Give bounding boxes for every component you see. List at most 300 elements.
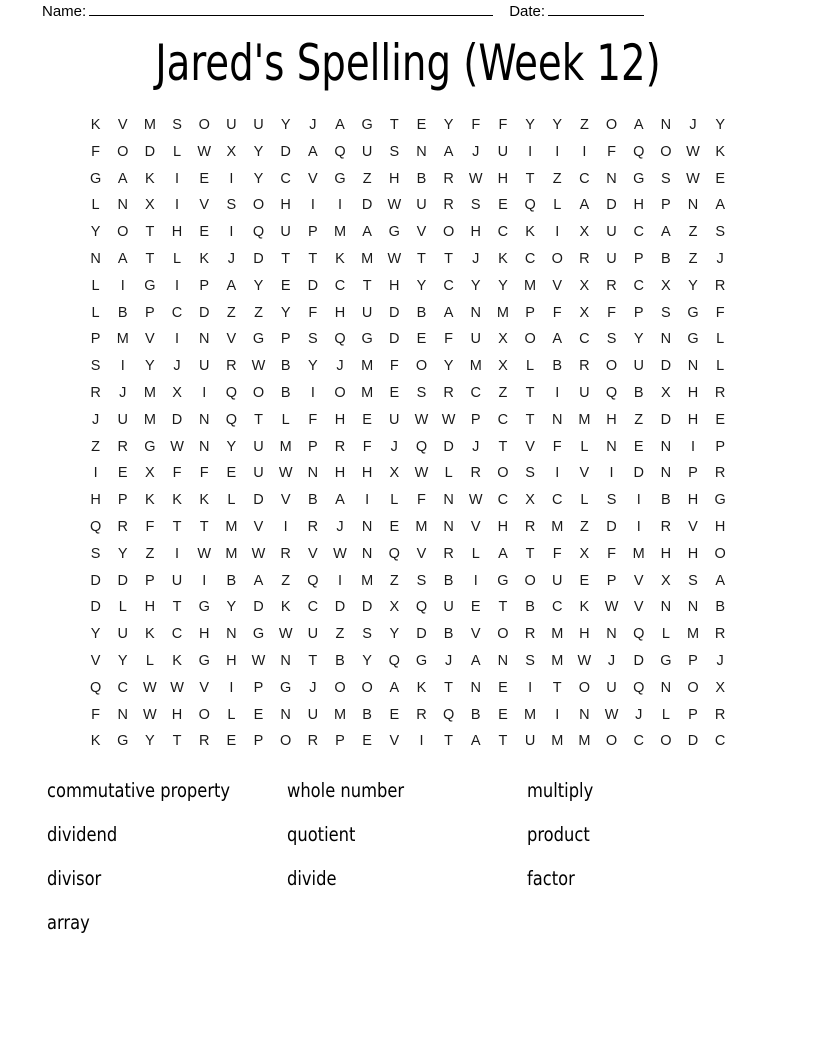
grid-cell[interactable]: G: [388, 224, 400, 241]
grid-cell[interactable]: N: [660, 331, 672, 348]
grid-cell[interactable]: O: [442, 224, 455, 241]
grid-cell[interactable]: O: [334, 679, 346, 696]
grid-cell[interactable]: F: [715, 304, 725, 321]
grid-cell[interactable]: K: [172, 492, 182, 509]
grid-cell[interactable]: P: [688, 465, 698, 482]
word-list-item[interactable]: dividend: [47, 823, 118, 846]
grid-cell[interactable]: C: [524, 250, 536, 267]
grid-cell[interactable]: W: [251, 358, 266, 375]
grid-cell[interactable]: X: [389, 465, 400, 482]
grid-cell[interactable]: N: [687, 197, 699, 214]
grid-cell[interactable]: L: [390, 492, 399, 509]
grid-cell[interactable]: D: [389, 331, 400, 348]
grid-cell[interactable]: X: [661, 384, 671, 401]
grid-cell[interactable]: P: [633, 250, 644, 267]
grid-cell[interactable]: V: [199, 679, 210, 696]
grid-cell[interactable]: G: [361, 117, 373, 133]
word-list-item[interactable]: commutative property: [47, 779, 231, 802]
grid-cell[interactable]: M: [524, 706, 537, 723]
grid-cell[interactable]: U: [389, 411, 400, 428]
grid-cell[interactable]: Z: [688, 250, 698, 267]
grid-cell[interactable]: R: [117, 438, 128, 455]
grid-cell[interactable]: C: [497, 411, 509, 428]
grid-cell[interactable]: E: [199, 170, 210, 187]
grid-cell[interactable]: U: [171, 572, 183, 589]
grid-cell[interactable]: M: [578, 411, 591, 428]
grid-cell[interactable]: C: [714, 733, 726, 750]
grid-cell[interactable]: P: [280, 331, 291, 348]
grid-cell[interactable]: A: [552, 331, 563, 348]
grid-cell[interactable]: H: [606, 411, 617, 428]
grid-cell[interactable]: Q: [388, 652, 400, 669]
grid-cell[interactable]: H: [226, 652, 237, 669]
grid-cell[interactable]: M: [279, 438, 292, 455]
grid-cell[interactable]: F: [199, 465, 209, 482]
grid-cell[interactable]: G: [144, 277, 156, 294]
grid-cell[interactable]: U: [606, 679, 617, 696]
grid-cell[interactable]: T: [172, 733, 182, 750]
grid-cell[interactable]: Q: [633, 143, 645, 160]
grid-cell[interactable]: I: [175, 170, 180, 187]
grid-cell[interactable]: Q: [633, 626, 645, 643]
grid-cell[interactable]: H: [389, 170, 400, 187]
grid-cell[interactable]: Y: [90, 626, 101, 643]
grid-cell[interactable]: O: [605, 733, 618, 750]
grid-cell[interactable]: R: [579, 358, 590, 375]
grid-cell[interactable]: D: [253, 250, 264, 267]
grid-cell[interactable]: E: [498, 679, 508, 696]
grid-cell[interactable]: S: [661, 304, 671, 321]
grid-cell[interactable]: B: [443, 626, 454, 643]
grid-cell[interactable]: E: [280, 277, 291, 294]
grid-cell[interactable]: X: [579, 545, 590, 562]
grid-cell[interactable]: L: [281, 411, 290, 428]
grid-cell[interactable]: O: [415, 358, 428, 375]
grid-cell[interactable]: Q: [524, 197, 536, 214]
grid-cell[interactable]: J: [472, 438, 480, 455]
grid-cell[interactable]: K: [525, 224, 535, 241]
grid-cell[interactable]: U: [416, 197, 427, 214]
grid-cell[interactable]: N: [687, 358, 699, 375]
grid-cell[interactable]: C: [307, 599, 319, 616]
grid-cell[interactable]: C: [579, 170, 590, 187]
grid-cell[interactable]: L: [173, 250, 182, 267]
grid-cell[interactable]: T: [417, 250, 426, 267]
grid-cell[interactable]: B: [661, 250, 671, 267]
grid-cell[interactable]: N: [90, 250, 101, 267]
grid-cell[interactable]: G: [714, 492, 726, 509]
grid-cell[interactable]: Q: [307, 572, 319, 589]
grid-cell[interactable]: W: [414, 411, 429, 428]
grid-cell[interactable]: J: [173, 358, 181, 375]
grid-cell[interactable]: Z: [335, 626, 345, 643]
grid-cell[interactable]: D: [117, 572, 128, 589]
grid-cell[interactable]: L: [716, 331, 725, 348]
grid-cell[interactable]: D: [633, 652, 644, 669]
grid-cell[interactable]: W: [577, 652, 592, 669]
grid-cell[interactable]: L: [580, 438, 589, 455]
grid-cell[interactable]: R: [579, 250, 590, 267]
grid-cell[interactable]: E: [498, 706, 508, 723]
grid-cell[interactable]: R: [226, 358, 237, 375]
grid-cell[interactable]: Z: [552, 170, 562, 187]
grid-cell[interactable]: Y: [552, 117, 563, 133]
grid-cell[interactable]: L: [553, 197, 562, 214]
grid-cell[interactable]: W: [143, 679, 157, 696]
grid-cell[interactable]: Q: [334, 331, 346, 348]
grid-cell[interactable]: Z: [254, 304, 263, 321]
grid-cell[interactable]: H: [497, 518, 509, 535]
grid-cell[interactable]: P: [661, 197, 671, 214]
grid-cell[interactable]: S: [661, 170, 671, 187]
grid-cell[interactable]: N: [660, 117, 672, 133]
grid-cell[interactable]: A: [335, 492, 345, 509]
grid-cell[interactable]: D: [171, 411, 183, 428]
grid-cell[interactable]: J: [716, 250, 724, 267]
grid-cell[interactable]: S: [525, 652, 535, 669]
grid-cell[interactable]: S: [416, 384, 427, 401]
grid-cell[interactable]: G: [280, 679, 292, 696]
grid-cell[interactable]: V: [389, 733, 400, 750]
grid-cell[interactable]: G: [117, 733, 129, 750]
grid-cell[interactable]: A: [443, 304, 454, 321]
grid-cell[interactable]: H: [714, 518, 726, 535]
grid-cell[interactable]: H: [687, 492, 699, 509]
grid-cell[interactable]: M: [686, 626, 700, 643]
grid-cell[interactable]: T: [389, 117, 399, 133]
grid-cell[interactable]: O: [361, 679, 373, 696]
grid-cell[interactable]: N: [198, 411, 210, 428]
word-search-grid[interactable]: [82, 112, 734, 755]
grid-cell[interactable]: O: [252, 197, 265, 214]
grid-cell[interactable]: C: [551, 599, 563, 616]
grid-cell[interactable]: E: [253, 706, 264, 723]
grid-cell[interactable]: T: [498, 599, 508, 616]
grid-cell[interactable]: R: [90, 384, 101, 401]
grid-cell[interactable]: G: [415, 652, 428, 669]
grid-cell[interactable]: R: [416, 706, 427, 723]
grid-cell[interactable]: Y: [145, 358, 155, 375]
grid-cell[interactable]: B: [362, 706, 372, 723]
grid-cell[interactable]: E: [416, 331, 427, 348]
grid-cell[interactable]: L: [91, 197, 100, 214]
grid-cell[interactable]: S: [470, 197, 481, 214]
grid-cell[interactable]: Q: [415, 599, 428, 616]
grid-cell[interactable]: X: [579, 277, 590, 294]
grid-cell[interactable]: K: [579, 599, 590, 616]
grid-cell[interactable]: F: [172, 465, 182, 482]
grid-cell[interactable]: U: [253, 117, 264, 133]
grid-cell[interactable]: Y: [688, 277, 698, 294]
grid-cell[interactable]: L: [716, 358, 725, 375]
grid-cell[interactable]: V: [145, 331, 155, 348]
grid-cell[interactable]: U: [361, 143, 373, 160]
grid-cell[interactable]: B: [280, 358, 291, 375]
grid-cell[interactable]: H: [334, 304, 346, 321]
grid-cell[interactable]: N: [117, 197, 128, 214]
grid-cell[interactable]: V: [688, 518, 698, 535]
grid-cell[interactable]: W: [197, 545, 212, 562]
grid-cell[interactable]: U: [606, 250, 617, 267]
grid-cell[interactable]: K: [280, 599, 291, 616]
grid-cell[interactable]: F: [607, 545, 616, 562]
grid-cell[interactable]: C: [579, 331, 590, 348]
grid-cell[interactable]: H: [470, 224, 481, 241]
grid-cell[interactable]: M: [143, 384, 156, 401]
grid-cell[interactable]: K: [145, 170, 155, 187]
grid-cell[interactable]: U: [497, 143, 509, 160]
grid-cell[interactable]: J: [716, 652, 724, 669]
grid-cell[interactable]: S: [525, 465, 535, 482]
grid-cell[interactable]: L: [118, 599, 127, 616]
grid-cell[interactable]: I: [473, 572, 478, 589]
grid-cell[interactable]: T: [444, 733, 454, 750]
grid-cell[interactable]: E: [715, 411, 725, 428]
grid-cell[interactable]: Z: [226, 304, 236, 321]
grid-cell[interactable]: V: [117, 117, 128, 133]
grid-cell[interactable]: W: [387, 250, 402, 267]
grid-cell[interactable]: T: [145, 250, 155, 267]
grid-cell[interactable]: X: [498, 358, 508, 375]
grid-cell[interactable]: Q: [388, 545, 400, 562]
grid-cell[interactable]: F: [444, 331, 454, 348]
grid-cell[interactable]: Y: [498, 277, 508, 294]
grid-cell[interactable]: N: [280, 706, 291, 723]
grid-cell[interactable]: M: [361, 572, 374, 589]
grid-cell[interactable]: F: [308, 411, 318, 428]
grid-cell[interactable]: N: [280, 652, 291, 669]
grid-cell[interactable]: U: [280, 224, 291, 241]
grid-cell[interactable]: W: [441, 411, 456, 428]
grid-cell[interactable]: K: [145, 626, 155, 643]
grid-cell[interactable]: H: [579, 626, 590, 643]
grid-cell[interactable]: S: [688, 572, 698, 589]
grid-cell[interactable]: F: [552, 545, 562, 562]
grid-cell[interactable]: O: [198, 706, 210, 723]
grid-cell[interactable]: Y: [416, 277, 427, 294]
grid-cell[interactable]: B: [525, 599, 535, 616]
grid-cell[interactable]: R: [524, 518, 536, 535]
grid-cell[interactable]: O: [687, 679, 699, 696]
grid-cell[interactable]: P: [253, 679, 264, 696]
grid-cell[interactable]: W: [604, 599, 619, 616]
grid-cell[interactable]: C: [443, 277, 454, 294]
grid-cell[interactable]: S: [416, 572, 427, 589]
grid-cell[interactable]: I: [175, 197, 180, 214]
grid-cell[interactable]: P: [145, 304, 155, 321]
grid-cell[interactable]: S: [362, 626, 372, 643]
grid-cell[interactable]: J: [472, 143, 480, 160]
grid-cell[interactable]: U: [579, 384, 590, 401]
grid-cell[interactable]: H: [687, 411, 699, 428]
grid-cell[interactable]: Y: [90, 224, 101, 241]
grid-cell[interactable]: U: [253, 465, 264, 482]
grid-cell[interactable]: K: [90, 117, 101, 133]
grid-cell[interactable]: E: [715, 170, 725, 187]
grid-cell[interactable]: W: [468, 492, 483, 509]
grid-cell[interactable]: D: [144, 143, 156, 160]
grid-cell[interactable]: R: [470, 465, 481, 482]
grid-cell[interactable]: N: [660, 465, 672, 482]
word-list-item[interactable]: whole number: [287, 779, 405, 802]
grid-cell[interactable]: N: [497, 652, 509, 669]
grid-cell[interactable]: S: [172, 117, 182, 133]
grid-cell[interactable]: L: [661, 626, 670, 643]
grid-cell[interactable]: S: [226, 197, 237, 214]
grid-cell[interactable]: B: [661, 492, 671, 509]
grid-cell[interactable]: E: [389, 518, 400, 535]
grid-cell[interactable]: Y: [715, 117, 725, 133]
grid-cell[interactable]: E: [362, 733, 372, 750]
grid-cell[interactable]: N: [416, 143, 427, 160]
grid-cell[interactable]: Q: [252, 224, 265, 241]
grid-cell[interactable]: X: [715, 679, 725, 696]
grid-cell[interactable]: W: [414, 465, 429, 482]
grid-cell[interactable]: U: [470, 331, 481, 348]
grid-cell[interactable]: X: [145, 465, 155, 482]
grid-cell[interactable]: Z: [389, 572, 399, 589]
grid-cell[interactable]: Y: [253, 170, 264, 187]
grid-cell[interactable]: K: [715, 143, 725, 160]
grid-cell[interactable]: R: [443, 545, 454, 562]
grid-cell[interactable]: Z: [145, 545, 155, 562]
grid-cell[interactable]: N: [470, 679, 481, 696]
grid-cell[interactable]: K: [145, 492, 155, 509]
grid-cell[interactable]: U: [524, 733, 536, 750]
grid-cell[interactable]: F: [145, 518, 155, 535]
grid-cell[interactable]: B: [117, 304, 128, 321]
grid-cell[interactable]: X: [226, 143, 237, 160]
grid-cell[interactable]: D: [633, 465, 644, 482]
grid-cell[interactable]: W: [686, 170, 700, 187]
grid-cell[interactable]: X: [525, 492, 535, 509]
grid-cell[interactable]: D: [198, 304, 210, 321]
grid-cell[interactable]: J: [119, 384, 127, 401]
grid-cell[interactable]: V: [579, 465, 590, 482]
grid-cell[interactable]: I: [636, 492, 641, 509]
grid-cell[interactable]: E: [579, 572, 590, 589]
grid-cell[interactable]: I: [555, 384, 560, 401]
word-list-item[interactable]: product: [527, 823, 590, 846]
grid-cell[interactable]: O: [714, 545, 726, 562]
grid-cell[interactable]: N: [198, 438, 210, 455]
grid-cell[interactable]: G: [334, 170, 346, 187]
grid-cell[interactable]: R: [307, 518, 319, 535]
word-list-item[interactable]: divisor: [47, 867, 102, 890]
grid-cell[interactable]: J: [91, 411, 100, 428]
grid-cell[interactable]: I: [310, 197, 315, 214]
grid-cell[interactable]: D: [253, 599, 264, 616]
grid-cell[interactable]: C: [551, 492, 563, 509]
grid-cell[interactable]: S: [606, 331, 617, 348]
grid-cell[interactable]: M: [225, 545, 238, 562]
grid-cell[interactable]: K: [199, 250, 210, 267]
grid-cell[interactable]: H: [389, 277, 400, 294]
grid-cell[interactable]: H: [687, 545, 699, 562]
grid-cell[interactable]: B: [470, 706, 481, 723]
grid-cell[interactable]: R: [117, 518, 128, 535]
grid-cell[interactable]: I: [202, 572, 207, 589]
grid-cell[interactable]: I: [365, 492, 370, 509]
grid-cell[interactable]: D: [280, 143, 291, 160]
grid-cell[interactable]: Z: [579, 117, 589, 133]
grid-cell[interactable]: J: [444, 652, 453, 669]
grid-cell[interactable]: F: [417, 492, 426, 509]
grid-cell[interactable]: F: [552, 438, 562, 455]
grid-cell[interactable]: Z: [634, 411, 644, 428]
grid-cell[interactable]: L: [227, 492, 236, 509]
grid-cell[interactable]: Y: [443, 358, 454, 375]
grid-cell[interactable]: C: [280, 170, 291, 187]
grid-cell[interactable]: F: [498, 117, 508, 133]
grid-cell[interactable]: Y: [253, 277, 264, 294]
grid-cell[interactable]: J: [227, 250, 235, 267]
grid-cell[interactable]: T: [308, 250, 318, 267]
grid-cell[interactable]: B: [416, 304, 427, 321]
grid-cell[interactable]: F: [362, 438, 372, 455]
grid-cell[interactable]: Y: [470, 277, 481, 294]
date-write-in-line[interactable]: [548, 2, 644, 16]
grid-cell[interactable]: N: [579, 706, 590, 723]
grid-cell[interactable]: S: [715, 224, 725, 241]
grid-cell[interactable]: T: [254, 411, 263, 428]
grid-cell[interactable]: D: [253, 492, 264, 509]
grid-cell[interactable]: N: [606, 626, 617, 643]
grid-cell[interactable]: H: [334, 465, 346, 482]
grid-cell[interactable]: I: [310, 384, 315, 401]
grid-cell[interactable]: E: [226, 465, 237, 482]
grid-cell[interactable]: O: [280, 733, 292, 750]
grid-cell[interactable]: H: [198, 626, 210, 643]
grid-cell[interactable]: D: [606, 518, 617, 535]
grid-cell[interactable]: V: [416, 224, 427, 241]
grid-cell[interactable]: M: [551, 733, 564, 750]
grid-cell[interactable]: I: [528, 143, 533, 160]
grid-cell[interactable]: N: [198, 331, 210, 348]
grid-cell[interactable]: W: [604, 706, 619, 723]
grid-cell[interactable]: E: [498, 197, 508, 214]
grid-cell[interactable]: I: [229, 224, 234, 241]
grid-cell[interactable]: L: [145, 652, 154, 669]
grid-cell[interactable]: U: [633, 358, 644, 375]
grid-cell[interactable]: V: [416, 545, 427, 562]
grid-cell[interactable]: J: [336, 358, 344, 375]
word-list-item[interactable]: array: [47, 911, 90, 934]
grid-cell[interactable]: I: [555, 224, 560, 241]
grid-cell[interactable]: U: [117, 411, 128, 428]
grid-cell[interactable]: V: [552, 277, 563, 294]
grid-cell[interactable]: S: [90, 545, 101, 562]
grid-cell[interactable]: Q: [442, 706, 455, 723]
grid-cell[interactable]: P: [335, 733, 345, 750]
grid-cell[interactable]: W: [251, 545, 266, 562]
grid-cell[interactable]: T: [172, 518, 182, 535]
grid-cell[interactable]: N: [660, 599, 672, 616]
grid-cell[interactable]: Z: [579, 518, 589, 535]
grid-cell[interactable]: O: [497, 465, 509, 482]
grid-cell[interactable]: D: [606, 197, 617, 214]
grid-cell[interactable]: A: [470, 733, 481, 750]
grid-cell[interactable]: M: [333, 706, 347, 723]
grid-cell[interactable]: O: [117, 143, 129, 160]
grid-cell[interactable]: I: [229, 170, 234, 187]
grid-cell[interactable]: W: [333, 545, 347, 562]
grid-cell[interactable]: R: [660, 518, 672, 535]
grid-cell[interactable]: D: [687, 733, 699, 750]
grid-cell[interactable]: I: [120, 277, 125, 294]
grid-cell[interactable]: A: [389, 679, 400, 696]
grid-cell[interactable]: A: [715, 572, 725, 589]
